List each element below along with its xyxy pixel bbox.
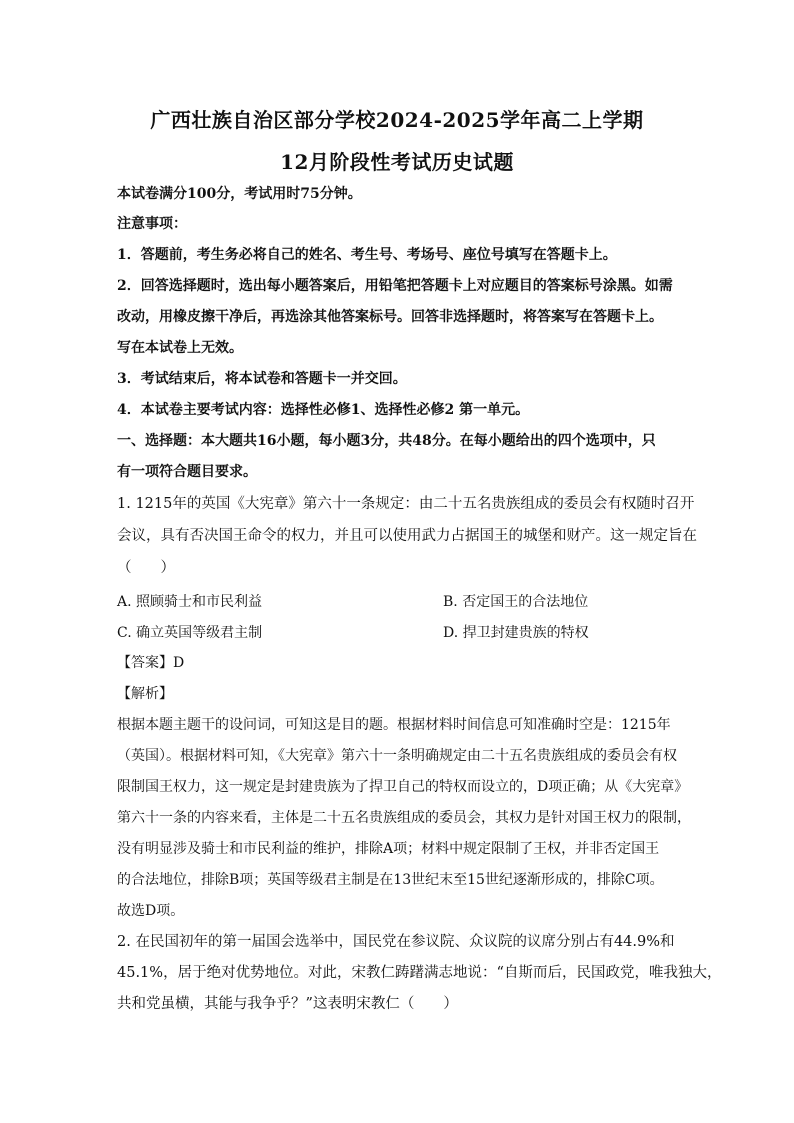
notice-item-3: 3．考试结束后，将本试卷和答题卡一并交回。 (117, 371, 407, 387)
notice-item-2-line1: 2．回答选择题时，选出每小题答案后，用铅笔把答题卡上对应题目的答案标号涂黑。如需 (117, 278, 673, 294)
q1-option-b: B. 否定国王的合法地位 (443, 594, 589, 610)
q1-option-c: C. 确立英国等级君主制 (117, 625, 263, 641)
notice-title: 注意事项： (117, 216, 187, 232)
q1-analysis-title: 【解析】 (117, 686, 173, 702)
q1-analysis-line6: 的合法地位，排除B项；英国等级君主制是在13世纪末至15世纪逐渐形成的，排除C项。 (117, 872, 664, 888)
q1-stem-line1: 1. 1215年的英国《大宪章》第六十一条规定：由二十五名贵族组成的委员会有权随时召开 (117, 496, 695, 512)
q1-stem-line3: （ ） (117, 560, 175, 576)
notice-item-1: 1．答题前，考生务必将自己的姓名、考生号、考场号、座位号填写在答题卡上。 (117, 247, 617, 263)
q1-analysis-line1: 根据本题主题干的设问词，可知这是目的题。根据材料时间信息可知准确时空是：1215年 (117, 717, 671, 733)
q1-option-a: A. 照顾骑士和市民利益 (117, 594, 263, 610)
q1-analysis-line7: 故选D项。 (117, 903, 185, 919)
q2-stem-line2: 45.1%，居于绝对优势地位。对此，宋教仁踌躇满志地说：“自斯而后，民国政党，唯我独大， (117, 965, 722, 981)
score-time-note: 本试卷满分100分，考试用时75分钟。 (117, 186, 362, 202)
section-heading-line1: 一、选择题：本大题共16小题，每小题3分，共48分。在每小题给出的四个选项中，只 (117, 433, 656, 449)
exam-title-line2: 12月阶段性考试历史试题 (280, 150, 514, 174)
q1-analysis-line2: （英国）。根据材料可知，《大宪章》第六十一条明确规定由二十五名贵族组成的委员会有权 (117, 748, 677, 764)
section-heading-line2: 有一项符合题目要求。 (117, 464, 257, 480)
notice-item-4: 4．本试卷主要考试内容：选择性必修1、选择性必修2 第一单元。 (117, 402, 530, 418)
q2-stem-line3: 共和党虽横，其能与我争乎？”这表明宋教仁（ ） (117, 996, 458, 1012)
q1-answer: 【答案】D (117, 655, 185, 671)
notice-item-2-line3: 写在本试卷上无效。 (117, 340, 243, 356)
q1-option-d: D. 捍卫封建贵族的特权 (443, 625, 589, 641)
q1-analysis-line5: 没有明显涉及骑士和市民利益的维护，排除A项；材料中规定限制了王权，并非否定国王 (117, 841, 660, 857)
q1-analysis-line3: 限制国王权力，这一规定是封建贵族为了捍卫自己的特权而设立的，D项正确；从《大宪章》 (117, 779, 689, 795)
notice-item-2-line2: 改动，用橡皮擦干净后，再选涂其他答案标号。回答非选择题时，将答案写在答题卡上。 (117, 309, 663, 325)
exam-title-line1: 广西壮族自治区部分学校2024-2025学年高二上学期 (150, 108, 644, 132)
q1-analysis-line4: 第六十一条的内容来看，主体是二十五名贵族组成的委员会，其权力是针对国王权力的限制， (117, 810, 691, 826)
q1-stem-line2: 会议，具有否决国王命令的权力，并且可以使用武力占据国王的城堡和财产。这一规定旨在 (117, 528, 697, 544)
q2-stem-line1: 2. 在民国初年的第一届国会选举中，国民党在参议院、众议院的议席分别占有44.9%和 (117, 934, 675, 950)
